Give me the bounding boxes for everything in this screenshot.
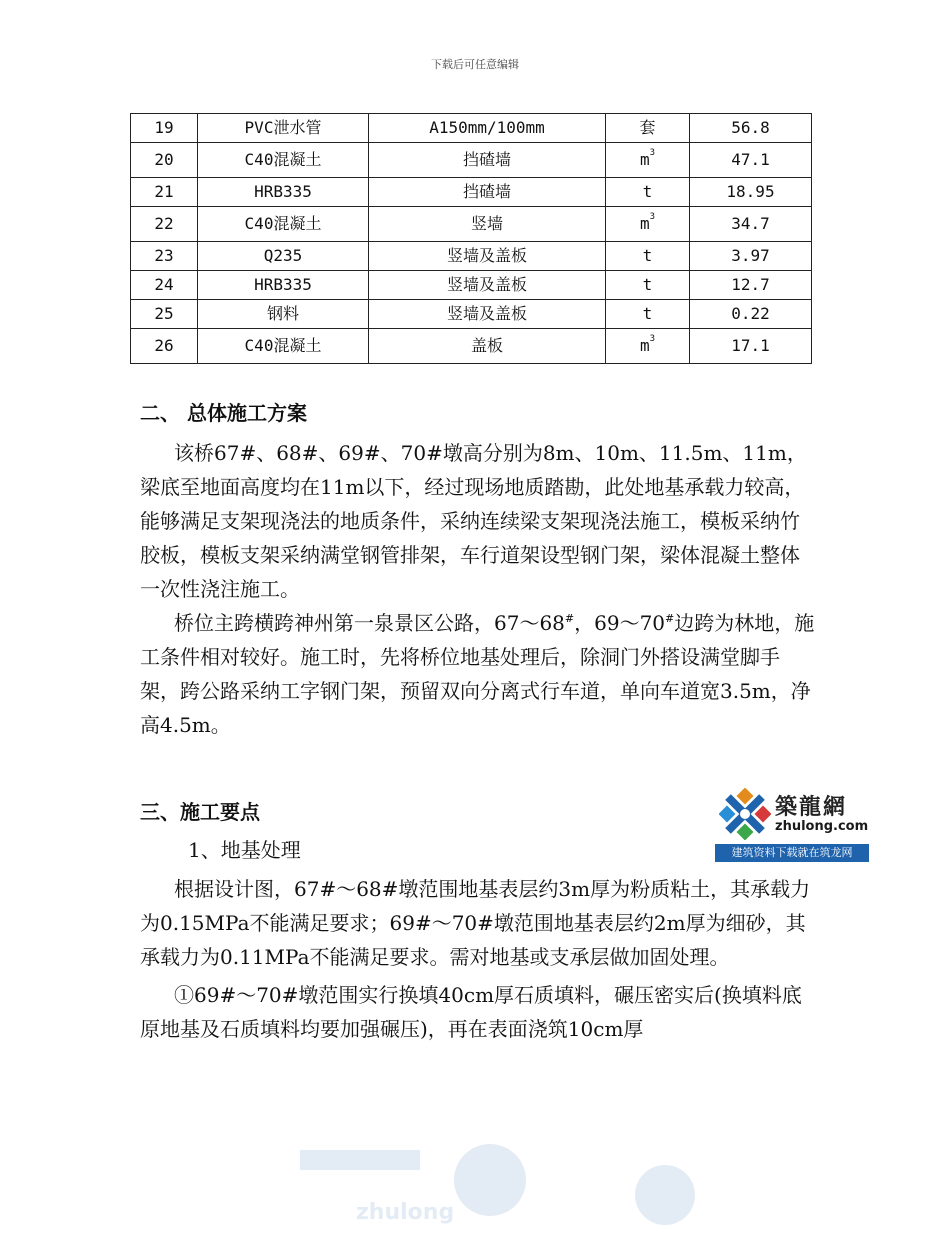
table-row [131,271,812,300]
quantity-cell: 0.22 [690,300,812,329]
table-row [131,207,812,242]
usage-part-cell: 挡碴墙 [369,178,606,207]
unit-cell: $m^3$ [606,207,690,242]
unit-cell: t [606,242,690,271]
table-row [131,300,812,329]
row-number-cell: 23 [131,242,198,271]
unit-cell: t [606,300,690,329]
material-name-cell: C40混凝土 [198,329,369,364]
unit-cell: t [606,271,690,300]
usage-part-cell: 盖板 [369,329,606,364]
unit-cell: t [606,178,690,207]
material-name-cell: C40混凝土 [198,143,369,178]
usage-part-cell: 竖墙及盖板 [369,300,606,329]
table-row [131,178,812,207]
usage-part-cell: A150mm/100mm [369,114,606,143]
zhulong-logo [715,786,869,864]
unit-cell: $m^3$ [606,143,690,178]
logo-site: zhulong.com [775,819,869,834]
material-name-cell: Q235 [198,242,369,271]
usage-part-cell: 竖墙及盖板 [369,242,606,271]
unit-cell: $m^3$ [606,329,690,364]
section-2 [140,396,815,742]
material-name-cell: 钢料 [198,300,369,329]
material-name-cell: HRB335 [198,178,369,207]
section-3-paragraph-2: ①69#～70#墩范围实行换填40cm厚石质填料，碾压密实后(换填料底原地基及石质填料均要加强碾压)，再在表面浇筑10cm厚 [140,983,802,1041]
table-row [131,114,812,143]
table-row [131,329,812,364]
quantity-cell: 56.8 [690,114,812,143]
row-number-cell: 26 [131,329,198,364]
quantity-cell: 12.7 [690,271,812,300]
section-3-heading-block [140,795,700,867]
subsection-1-heading: 1、地基处理 [188,838,301,862]
section-2-paragraph-1: 该桥67#、68#、69#、70#墩高分别为8m、10m、11.5m、11m，梁底至地面高度均在11m以下，经过现场地质踏勘，此处地基承载力较高，能够满足支架现浇法的地质条件，采纳连续梁支架现浇法施工，模板采纳竹胶板，模板支架采纳满堂钢管排架，车行道架设型钢门架，梁体混凝土整体一次性浇注施工。 [140,441,807,601]
section-3-heading: 三、施工要点 [140,800,260,824]
material-name-cell: HRB335 [198,271,369,300]
row-number-cell: 19 [131,114,198,143]
row-number-cell: 24 [131,271,198,300]
unit-cell: 套 [606,114,690,143]
section-3-paragraph-1: 根据设计图，67#～68#墩范围地基表层约3m厚为粉质粘土，其承载力为0.15MPa不能满足要求；69#～70#墩范围地基表层约2m厚为细砂，其承载力为0.11MPa不能满足要求。需对地基或支承层做加固处理。 [140,877,811,969]
usage-part-cell: 竖墙及盖板 [369,271,606,300]
material-name-cell: C40混凝土 [198,207,369,242]
usage-part-cell: 竖墙 [369,207,606,242]
watermark [300,1140,760,1230]
quantity-cell: 34.7 [690,207,812,242]
logo-tagline: 建筑资料下载就在筑龙网 [715,844,869,862]
row-number-cell: 20 [131,143,198,178]
page-header: 下载后可任意编辑 [431,58,519,71]
quantity-cell: 3.97 [690,242,812,271]
quantity-cell: 47.1 [690,143,812,178]
row-number-cell: 25 [131,300,198,329]
row-number-cell: 21 [131,178,198,207]
material-name-cell: PVC泄水管 [198,114,369,143]
quantity-cell: 18.95 [690,178,812,207]
section-2-heading: 二、 总体施工方案 [140,401,307,425]
row-number-cell: 22 [131,207,198,242]
quantity-cell: 17.1 [690,329,812,364]
section-3-body [140,872,815,1046]
watermark-text: zhulong [356,1200,455,1225]
materials-table [130,113,812,364]
table-row [131,242,812,271]
logo-name: 築龍網 [775,795,848,820]
table-row [131,143,812,178]
zhulong-snowflake-icon [719,788,771,840]
section-2-paragraph-2: 桥位主跨横跨神州第一泉景区公路，67～68#，69～70#边跨为林地，施工条件相对较好。施工时，先将桥位地基处理后，除洞门外搭设满堂脚手架，跨公路采纳工字钢门架，预留双向分离式行车道，单向车道宽3.5m，净高4.5m。 [140,611,815,737]
usage-part-cell: 挡碴墙 [369,143,606,178]
